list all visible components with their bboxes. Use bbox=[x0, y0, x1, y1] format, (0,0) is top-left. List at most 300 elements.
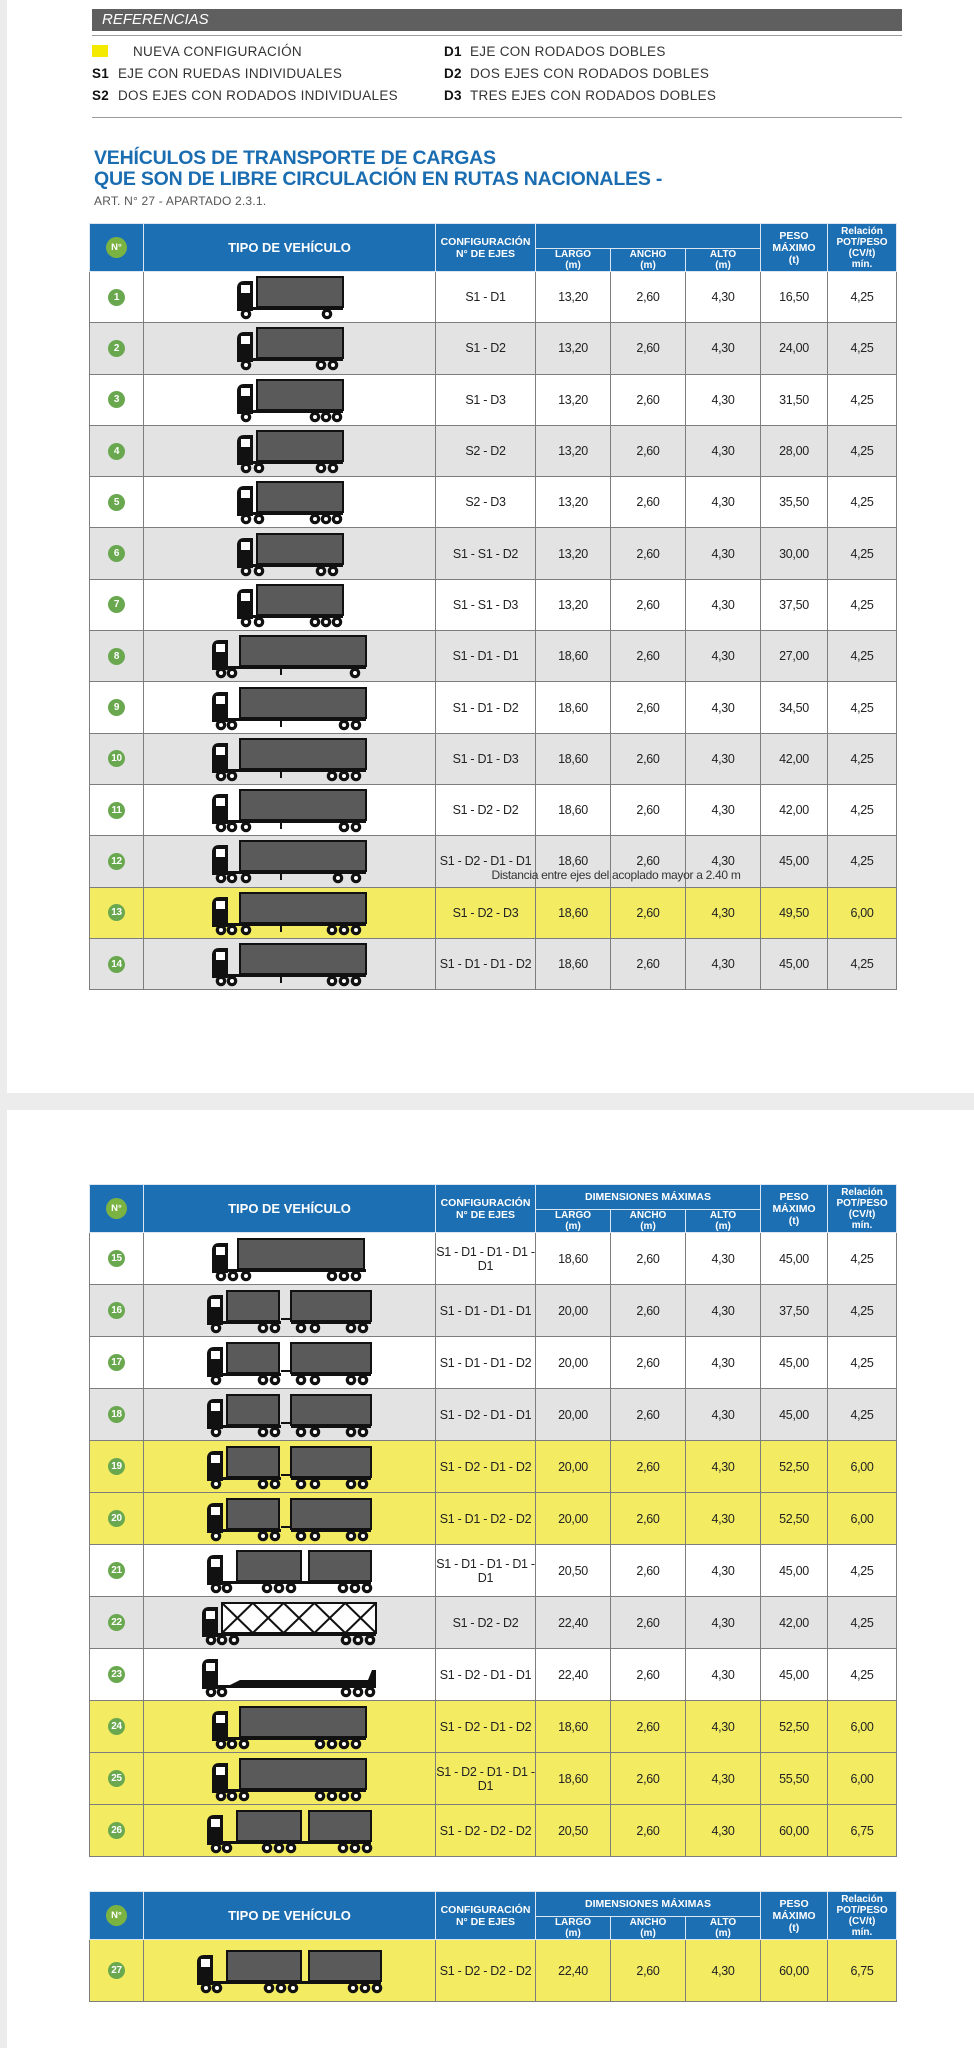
row-number-badge: 17 bbox=[108, 1354, 125, 1371]
row-number-badge: 15 bbox=[108, 1250, 125, 1267]
header-tipo: TIPO DE VEHÍCULO bbox=[144, 1185, 436, 1233]
legend-s1 bbox=[92, 66, 342, 81]
row-number-badge: 22 bbox=[108, 1614, 125, 1631]
truck-icon bbox=[144, 479, 435, 525]
alto-cell bbox=[686, 374, 761, 425]
truck-icon bbox=[144, 1948, 435, 1994]
truck-icon bbox=[144, 1808, 435, 1854]
alto-cell bbox=[686, 1545, 761, 1597]
peso-cell: 28,00 bbox=[761, 425, 828, 476]
truck-icon bbox=[144, 941, 435, 987]
table-row bbox=[90, 1545, 897, 1597]
config-cell: S1 - S1 - D2 bbox=[436, 528, 536, 579]
relacion-cell: 4,25 bbox=[828, 682, 897, 733]
relacion-cell: 4,25 bbox=[828, 1285, 897, 1337]
ancho-cell: 2,60 bbox=[611, 1940, 686, 2002]
row-number-badge: 23 bbox=[108, 1666, 125, 1683]
config-cell: S1 - D1 - D1 - D1 - D1 bbox=[436, 1233, 536, 1285]
alto-value: 4,30 bbox=[711, 597, 735, 612]
row-number-cell bbox=[90, 887, 144, 938]
row-number-cell bbox=[90, 938, 144, 989]
largo-cell: 18,60 bbox=[536, 1753, 611, 1805]
ancho-cell: 2,60 bbox=[611, 579, 686, 630]
vehicle-diagram-cell bbox=[144, 1337, 436, 1389]
row-number-cell bbox=[90, 1805, 144, 1857]
peso-cell: 45,00 bbox=[761, 1545, 828, 1597]
alto-cell bbox=[686, 1389, 761, 1441]
alto-cell bbox=[686, 1940, 761, 2002]
row-number-badge: 4 bbox=[108, 443, 125, 460]
ancho-cell: 2,60 bbox=[611, 1389, 686, 1441]
table-row bbox=[90, 1753, 897, 1805]
legend-key: D2 bbox=[444, 66, 462, 81]
num-header-badge: N° bbox=[106, 1198, 127, 1219]
row-number-cell bbox=[90, 579, 144, 630]
row-number-badge: 8 bbox=[108, 648, 125, 665]
alto-value: 4,30 bbox=[711, 1407, 735, 1422]
row-number-badge: 13 bbox=[108, 904, 125, 921]
vehicle-diagram-cell bbox=[144, 887, 436, 938]
header-dimensions bbox=[536, 224, 761, 249]
header-alto: ALTO (m) bbox=[686, 249, 761, 272]
row-number-badge: 27 bbox=[108, 1962, 125, 1979]
row-number-cell bbox=[90, 528, 144, 579]
largo-cell: 20,50 bbox=[536, 1545, 611, 1597]
table-row bbox=[90, 938, 897, 989]
truck-icon bbox=[144, 1340, 435, 1386]
relacion-cell: 6,00 bbox=[828, 1753, 897, 1805]
largo-cell: 13,20 bbox=[536, 272, 611, 323]
config-cell: S1 - D2 - D1 - D2 bbox=[436, 1701, 536, 1753]
truck-icon bbox=[144, 1392, 435, 1438]
ancho-cell: 2,60 bbox=[611, 1649, 686, 1701]
vehicle-diagram-cell bbox=[144, 1389, 436, 1441]
ancho-cell: 2,60 bbox=[611, 1285, 686, 1337]
relacion-cell: 4,25 bbox=[828, 579, 897, 630]
table-row bbox=[90, 374, 897, 425]
table-header bbox=[90, 1892, 897, 1940]
truck-icon bbox=[144, 787, 435, 833]
alto-value: 4,30 bbox=[711, 1459, 735, 1474]
largo-cell: 20,00 bbox=[536, 1389, 611, 1441]
truck-icon bbox=[144, 838, 435, 884]
peso-cell: 45,00 bbox=[761, 1233, 828, 1285]
vehicle-diagram-cell bbox=[144, 425, 436, 476]
vehicle-diagram-cell bbox=[144, 1940, 436, 2002]
row-number-cell bbox=[90, 477, 144, 528]
config-cell: S1 - D2 - D2 - D2 bbox=[436, 1940, 536, 2002]
title-line: VEHÍCULOS DE TRANSPORTE DE CARGAS bbox=[94, 147, 496, 169]
config-cell: S1 - D2 - D2 - D2 bbox=[436, 1805, 536, 1857]
relacion-cell: 4,25 bbox=[828, 938, 897, 989]
truck-icon bbox=[144, 428, 435, 474]
legend-text: EJE CON RUEDAS INDIVIDUALES bbox=[118, 66, 343, 81]
truck-icon bbox=[144, 1548, 435, 1594]
row-number-badge: 2 bbox=[108, 340, 125, 357]
largo-cell: 13,20 bbox=[536, 579, 611, 630]
vehicle-diagram-cell bbox=[144, 1493, 436, 1545]
table-row bbox=[90, 1805, 897, 1857]
row-number-cell bbox=[90, 272, 144, 323]
alto-cell bbox=[686, 1337, 761, 1389]
ancho-cell: 2,60 bbox=[611, 1753, 686, 1805]
row-number-cell bbox=[90, 836, 144, 887]
legend-s2 bbox=[92, 88, 398, 103]
largo-cell: 13,20 bbox=[536, 528, 611, 579]
largo-cell: 18,60 bbox=[536, 1701, 611, 1753]
alto-cell bbox=[686, 938, 761, 989]
peso-cell: 45,00 bbox=[761, 938, 828, 989]
alto-value: 4,30 bbox=[711, 905, 735, 920]
table-row bbox=[90, 887, 897, 938]
largo-cell: 18,60 bbox=[536, 784, 611, 835]
truck-icon bbox=[144, 531, 435, 577]
row-number-badge: 12 bbox=[108, 853, 125, 870]
table-row bbox=[90, 1649, 897, 1701]
alto-value: 4,30 bbox=[711, 1511, 735, 1526]
header-tipo: TIPO DE VEHÍCULO bbox=[144, 224, 436, 272]
row-number-cell bbox=[90, 784, 144, 835]
peso-cell: 49,50 bbox=[761, 887, 828, 938]
ancho-cell: 2,60 bbox=[611, 1545, 686, 1597]
ancho-cell: 2,60 bbox=[611, 1805, 686, 1857]
legend-d1 bbox=[444, 44, 666, 59]
ancho-cell: 2,60 bbox=[611, 733, 686, 784]
alto-value: 4,30 bbox=[711, 444, 735, 459]
ancho-cell: 2,60 bbox=[611, 477, 686, 528]
relacion-cell: 6,00 bbox=[828, 1701, 897, 1753]
largo-cell: 20,50 bbox=[536, 1805, 611, 1857]
ancho-cell: 2,60 bbox=[611, 374, 686, 425]
row-number-cell bbox=[90, 1285, 144, 1337]
largo-cell: 18,60 bbox=[536, 733, 611, 784]
table-row bbox=[90, 733, 897, 784]
relacion-cell: 4,25 bbox=[828, 836, 897, 887]
alto-value: 4,30 bbox=[711, 392, 735, 407]
peso-cell: 42,00 bbox=[761, 1597, 828, 1649]
config-cell: S1 - D1 - D1 - D1 bbox=[436, 1285, 536, 1337]
alto-cell bbox=[686, 1805, 761, 1857]
largo-cell: 22,40 bbox=[536, 1649, 611, 1701]
row-number-cell bbox=[90, 1597, 144, 1649]
peso-cell: 45,00 bbox=[761, 836, 828, 887]
peso-cell: 37,50 bbox=[761, 579, 828, 630]
references-header: REFERENCIAS bbox=[92, 9, 902, 31]
truck-icon bbox=[144, 1704, 435, 1750]
largo-cell: 18,60 bbox=[536, 887, 611, 938]
truck-icon bbox=[144, 1652, 435, 1698]
row-number-cell bbox=[90, 1649, 144, 1701]
config-cell: S1 - D1 - D1 - D1 - D1 bbox=[436, 1545, 536, 1597]
alto-value: 4,30 bbox=[711, 1615, 735, 1630]
row-number-cell bbox=[90, 1389, 144, 1441]
table-row bbox=[90, 682, 897, 733]
vehicle-diagram-cell bbox=[144, 836, 436, 887]
legend-key: S2 bbox=[92, 88, 110, 103]
vehicle-diagram-cell bbox=[144, 272, 436, 323]
row-number-cell bbox=[90, 1753, 144, 1805]
peso-cell: 42,00 bbox=[761, 733, 828, 784]
header-dimensions: DIMENSIONES MÁXIMAS bbox=[536, 1185, 761, 1210]
row-number-badge: 6 bbox=[108, 545, 125, 562]
header-largo: LARGO (m) bbox=[536, 249, 611, 272]
relacion-cell: 4,25 bbox=[828, 425, 897, 476]
table-row bbox=[90, 528, 897, 579]
row-number-badge: 18 bbox=[108, 1406, 125, 1423]
alto-cell bbox=[686, 1753, 761, 1805]
num-header-badge: N° bbox=[106, 237, 127, 258]
vehicle-diagram-cell bbox=[144, 1649, 436, 1701]
header-peso: PESO MÁXIMO (t) bbox=[761, 1892, 828, 1940]
relacion-cell: 4,25 bbox=[828, 1597, 897, 1649]
alto-cell bbox=[686, 1285, 761, 1337]
alto-value: 4,30 bbox=[711, 1563, 735, 1578]
config-cell: S1 - D2 - D1 - D2 bbox=[436, 1441, 536, 1493]
vehicle-diagram-cell bbox=[144, 1701, 436, 1753]
row-number-badge: 7 bbox=[108, 596, 125, 613]
vehicle-diagram-cell bbox=[144, 682, 436, 733]
row-number-badge: 5 bbox=[108, 494, 125, 511]
alto-value: 4,30 bbox=[711, 495, 735, 510]
vehicle-diagram-cell bbox=[144, 1285, 436, 1337]
table-row bbox=[90, 1285, 897, 1337]
ancho-cell: 2,60 bbox=[611, 425, 686, 476]
alto-cell bbox=[686, 887, 761, 938]
table-row bbox=[90, 784, 897, 835]
vehicle-diagram-cell bbox=[144, 528, 436, 579]
truck-icon bbox=[144, 1496, 435, 1542]
table-row bbox=[90, 1441, 897, 1493]
relacion-cell: 6,00 bbox=[828, 1441, 897, 1493]
divider bbox=[92, 35, 902, 36]
largo-cell: 18,60 bbox=[536, 631, 611, 682]
ancho-cell: 2,60 bbox=[611, 1233, 686, 1285]
config-cell: S1 - D2 - D2 bbox=[436, 784, 536, 835]
table-row bbox=[90, 425, 897, 476]
alto-value: 4,30 bbox=[711, 803, 735, 818]
ancho-cell: 2,60 bbox=[611, 836, 686, 887]
largo-cell: 13,20 bbox=[536, 477, 611, 528]
alto-value: 4,30 bbox=[711, 1355, 735, 1370]
largo-cell: 18,60 bbox=[536, 938, 611, 989]
relacion-cell: 6,75 bbox=[828, 1940, 897, 2002]
relacion-cell: 4,25 bbox=[828, 1233, 897, 1285]
ancho-cell: 2,60 bbox=[611, 1701, 686, 1753]
truck-icon bbox=[144, 1444, 435, 1490]
table-row bbox=[90, 1701, 897, 1753]
row-number-badge: 9 bbox=[108, 699, 125, 716]
row-number-badge: 10 bbox=[108, 750, 125, 767]
legend-key: S1 bbox=[92, 66, 110, 81]
row-number-cell bbox=[90, 425, 144, 476]
row-number-cell bbox=[90, 323, 144, 374]
row-number-cell bbox=[90, 1493, 144, 1545]
vehicle-diagram-cell bbox=[144, 579, 436, 630]
relacion-cell: 6,75 bbox=[828, 1805, 897, 1857]
alto-cell bbox=[686, 631, 761, 682]
table-row bbox=[90, 323, 897, 374]
row-number-cell bbox=[90, 682, 144, 733]
table-row bbox=[90, 579, 897, 630]
alto-cell bbox=[686, 1493, 761, 1545]
relacion-cell: 4,25 bbox=[828, 1389, 897, 1441]
table-row bbox=[90, 1940, 897, 2002]
row-number-cell bbox=[90, 1701, 144, 1753]
peso-cell: 52,50 bbox=[761, 1701, 828, 1753]
alto-cell bbox=[686, 1441, 761, 1493]
config-cell: S1 - D1 - D1 - D2 bbox=[436, 1337, 536, 1389]
ancho-cell: 2,60 bbox=[611, 631, 686, 682]
alto-value: 4,30 bbox=[711, 957, 735, 971]
section-subtitle: ART. N° 27 - APARTADO 2.3.1. bbox=[94, 194, 267, 208]
alto-cell bbox=[686, 1649, 761, 1701]
header-largo: LARGO (m) bbox=[536, 1210, 611, 1233]
largo-cell: 20,00 bbox=[536, 1441, 611, 1493]
vehicle-diagram-cell bbox=[144, 1441, 436, 1493]
relacion-cell: 4,25 bbox=[828, 784, 897, 835]
row-note: Distancia entre ejes del acoplado mayor a 2.40 m bbox=[491, 868, 741, 883]
truck-icon bbox=[144, 736, 435, 782]
header-alto: ALTO (m) bbox=[686, 1917, 761, 1940]
row-number-badge: 24 bbox=[108, 1718, 125, 1735]
alto-cell bbox=[686, 425, 761, 476]
alto-value: 4,30 bbox=[711, 1719, 735, 1734]
truck-icon bbox=[144, 325, 435, 371]
legend-text: EJE CON RODADOS DOBLES bbox=[470, 44, 666, 59]
legend-text: TRES EJES CON RODADOS DOBLES bbox=[470, 88, 717, 103]
vehicle-diagram-cell bbox=[144, 1545, 436, 1597]
peso-cell: 16,50 bbox=[761, 272, 828, 323]
ancho-cell: 2,60 bbox=[611, 1337, 686, 1389]
ancho-cell: 2,60 bbox=[611, 528, 686, 579]
table-header bbox=[90, 224, 897, 272]
alto-value: 4,30 bbox=[711, 1823, 735, 1838]
alto-cell bbox=[686, 733, 761, 784]
table-row bbox=[90, 1493, 897, 1545]
vehicles-table-3 bbox=[89, 1891, 897, 2002]
legend-text: DOS EJES CON RODADOS INDIVIDUALES bbox=[118, 88, 398, 103]
section-title bbox=[94, 148, 894, 190]
row-number-badge: 19 bbox=[108, 1458, 125, 1475]
peso-cell: 45,00 bbox=[761, 1649, 828, 1701]
row-number-cell bbox=[90, 1337, 144, 1389]
relacion-cell: 4,25 bbox=[828, 631, 897, 682]
ancho-cell: 2,60 bbox=[611, 938, 686, 989]
header-peso: PESO MÁXIMO (t) bbox=[761, 224, 828, 272]
vehicle-diagram-cell bbox=[144, 1753, 436, 1805]
peso-cell: 55,50 bbox=[761, 1753, 828, 1805]
vehicle-diagram-cell bbox=[144, 323, 436, 374]
peso-cell: 52,50 bbox=[761, 1441, 828, 1493]
config-cell: S1 - D2 - D2 bbox=[436, 1597, 536, 1649]
legend-text: NUEVA CONFIGURACIÓN bbox=[133, 44, 302, 59]
alto-value: 4,30 bbox=[711, 546, 735, 561]
config-cell: S1 - D1 - D3 bbox=[436, 733, 536, 784]
peso-cell: 60,00 bbox=[761, 1805, 828, 1857]
row-number-badge: 20 bbox=[108, 1510, 125, 1527]
vehicle-diagram-cell bbox=[144, 733, 436, 784]
config-cell: S2 - D3 bbox=[436, 477, 536, 528]
peso-cell: 24,00 bbox=[761, 323, 828, 374]
largo-cell: 13,20 bbox=[536, 374, 611, 425]
table-row bbox=[90, 477, 897, 528]
header-num bbox=[90, 224, 144, 272]
alto-value: 4,30 bbox=[711, 751, 735, 766]
table-row bbox=[90, 1337, 897, 1389]
row-number-cell bbox=[90, 1233, 144, 1285]
alto-cell bbox=[686, 682, 761, 733]
row-number-cell bbox=[90, 1441, 144, 1493]
truck-icon bbox=[144, 377, 435, 423]
config-cell: S1 - D1 - D2 bbox=[436, 682, 536, 733]
truck-icon bbox=[144, 1288, 435, 1334]
alto-cell bbox=[686, 528, 761, 579]
row-number-cell bbox=[90, 374, 144, 425]
header-num bbox=[90, 1185, 144, 1233]
truck-icon bbox=[144, 1236, 435, 1282]
peso-cell: 35,50 bbox=[761, 477, 828, 528]
divider bbox=[92, 117, 902, 118]
row-number-cell bbox=[90, 1940, 144, 2002]
table-row bbox=[90, 1597, 897, 1649]
relacion-cell: 6,00 bbox=[828, 1493, 897, 1545]
largo-cell: 22,40 bbox=[536, 1597, 611, 1649]
row-number-badge: 25 bbox=[108, 1770, 125, 1787]
config-cell: S1 - D2 - D1 - D1 bbox=[436, 1649, 536, 1701]
table-row bbox=[90, 631, 897, 682]
relacion-cell: 4,25 bbox=[828, 374, 897, 425]
header-num bbox=[90, 1892, 144, 1940]
row-number-badge: 26 bbox=[108, 1822, 125, 1839]
alto-value: 4,30 bbox=[711, 1303, 735, 1318]
largo-cell: 18,60 bbox=[536, 682, 611, 733]
relacion-cell: 4,25 bbox=[828, 528, 897, 579]
vehicle-diagram-cell bbox=[144, 1805, 436, 1857]
header-ancho: ANCHO (m) bbox=[611, 1917, 686, 1940]
relacion-cell: 4,25 bbox=[828, 477, 897, 528]
ancho-cell: 2,60 bbox=[611, 1441, 686, 1493]
alto-value: 4,30 bbox=[711, 1667, 735, 1682]
ancho-cell: 2,60 bbox=[611, 784, 686, 835]
alto-cell bbox=[686, 477, 761, 528]
truck-icon bbox=[144, 633, 435, 679]
config-cell: S1 - D2 - D1 - D1 bbox=[436, 1389, 536, 1441]
num-header-badge: N° bbox=[106, 1905, 127, 1926]
table-row bbox=[90, 836, 897, 887]
largo-cell: 20,00 bbox=[536, 1337, 611, 1389]
legend-text: DOS EJES CON RODADOS DOBLES bbox=[470, 66, 710, 81]
relacion-cell: 4,25 bbox=[828, 1545, 897, 1597]
row-number-badge: 21 bbox=[108, 1562, 125, 1579]
truck-icon bbox=[144, 1756, 435, 1802]
row-number-badge: 14 bbox=[108, 956, 125, 973]
alto-value: 4,30 bbox=[711, 341, 735, 356]
header-peso: PESO MÁXIMO (t) bbox=[761, 1185, 828, 1233]
truck-icon bbox=[144, 685, 435, 731]
truck-icon bbox=[144, 890, 435, 936]
yellow-swatch bbox=[92, 45, 108, 57]
row-number-cell bbox=[90, 631, 144, 682]
config-cell: S1 - D2 - D1 - D1 - D1 bbox=[436, 1753, 536, 1805]
relacion-cell: 4,25 bbox=[828, 323, 897, 374]
alto-value: 4,30 bbox=[711, 1963, 735, 1978]
table-header bbox=[90, 1185, 897, 1233]
table-row bbox=[90, 1233, 897, 1285]
peso-cell: 37,50 bbox=[761, 1285, 828, 1337]
truck-icon bbox=[144, 1600, 435, 1646]
table-row bbox=[90, 272, 897, 323]
alto-value: 4,30 bbox=[711, 649, 735, 664]
